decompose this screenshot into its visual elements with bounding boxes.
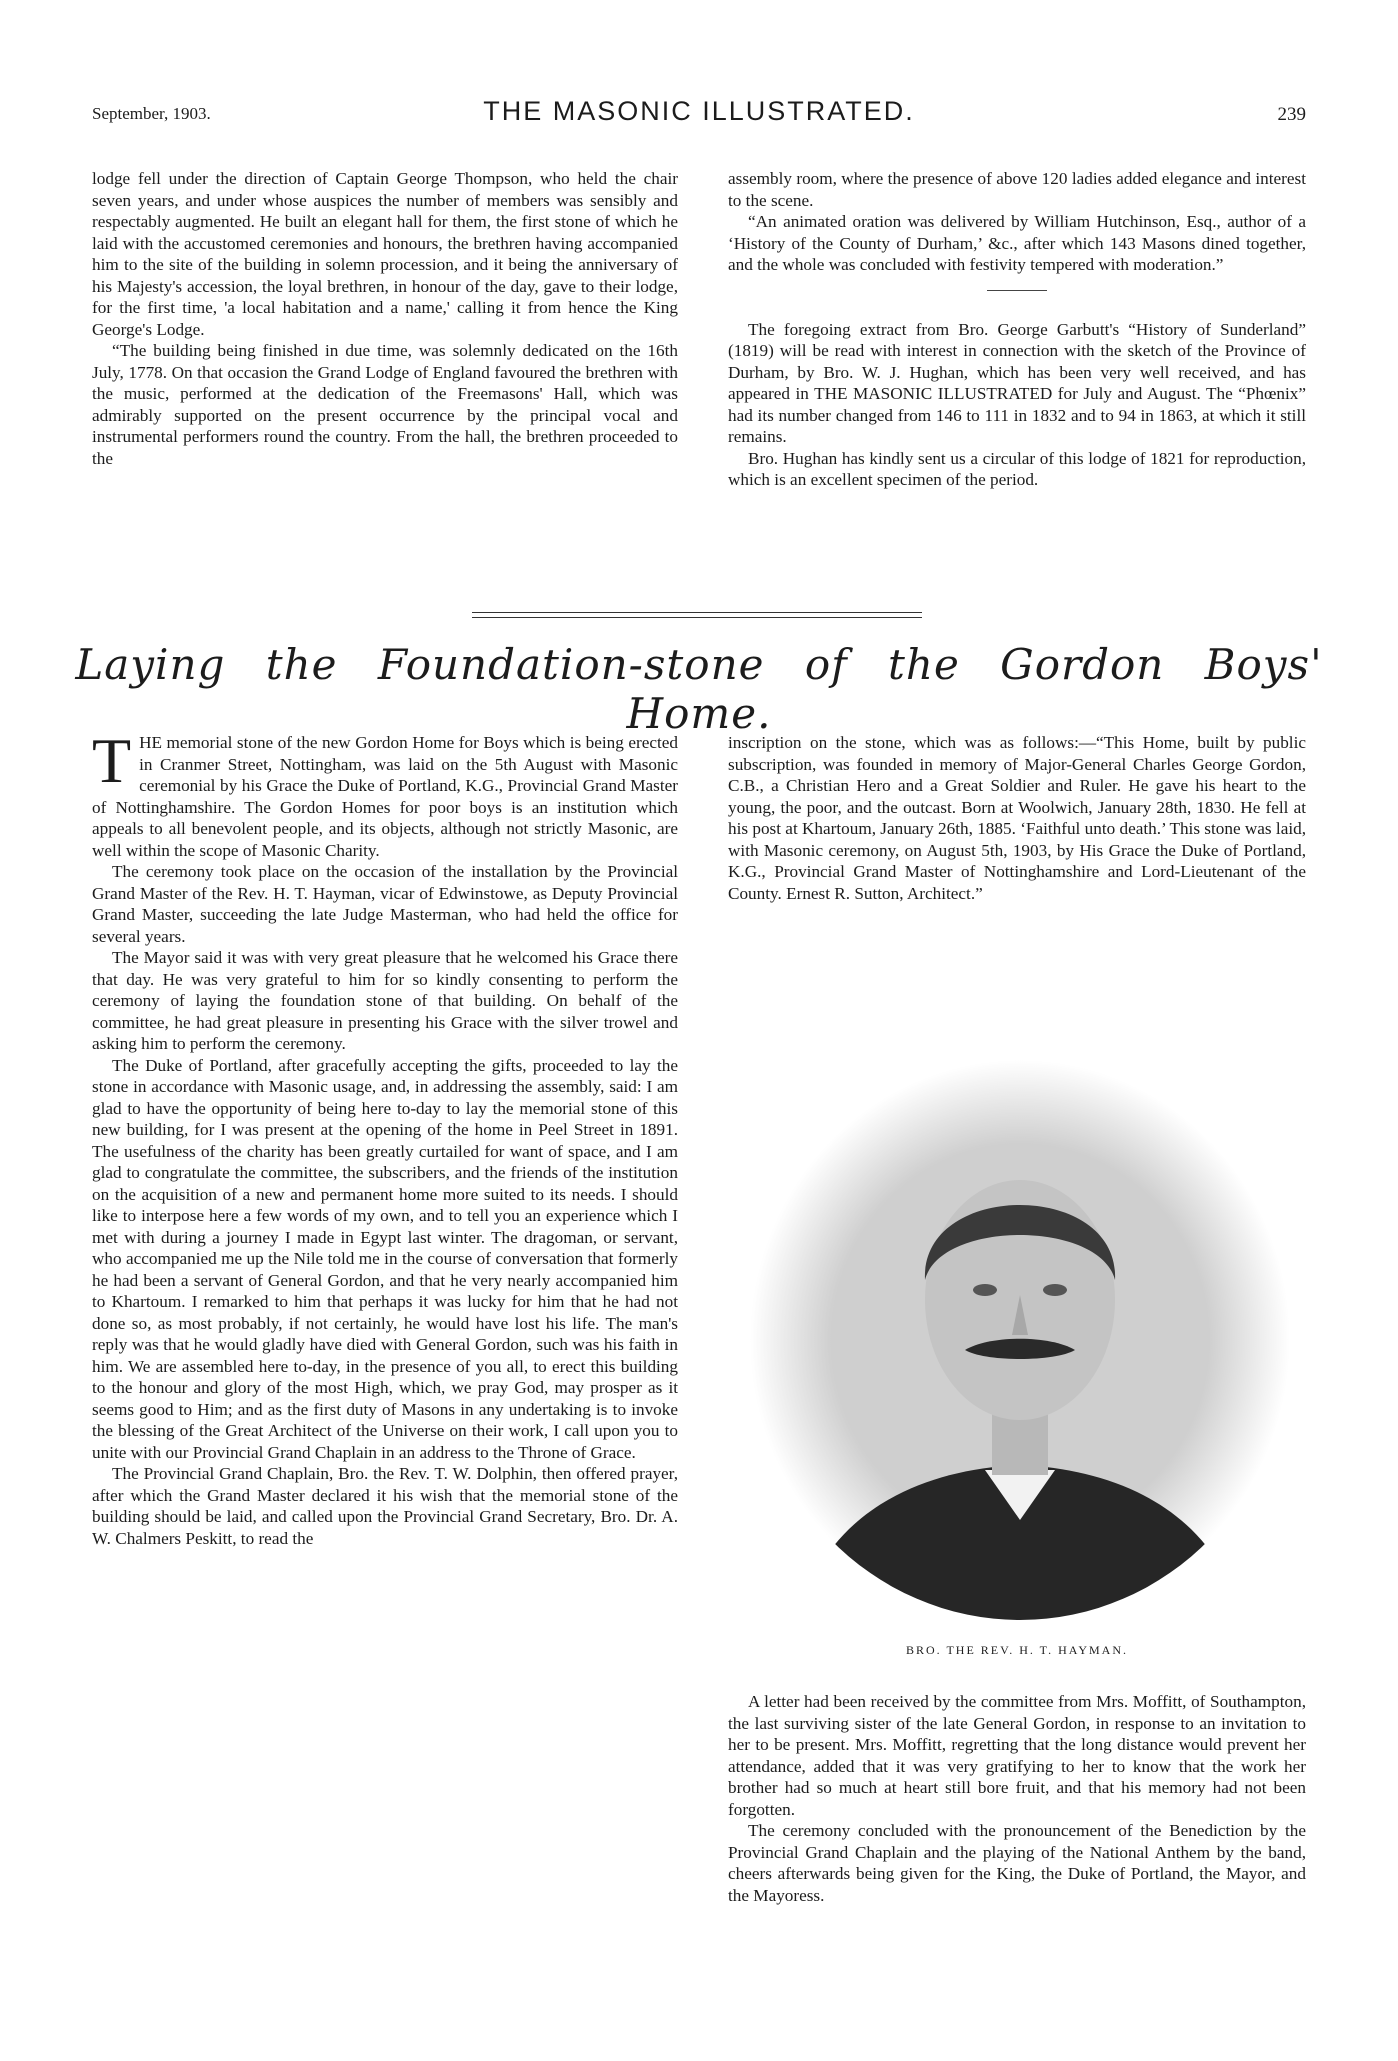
article-column-right-top (728, 732, 1306, 904)
lead-paragraph (92, 725, 678, 861)
continued-column-right (728, 168, 1306, 491)
page-number: 239 (1277, 104, 1306, 125)
article-column-right-bottom (728, 1691, 1306, 1906)
paragraph: The Duke of Portland, after gracefully accepting the gifts, proceeded to lay the stone in accordance with Masonic usage, and, in addressing the assembly, said: I am glad to have the opportunity of being here to-day to lay the memorial stone of this new building, for I was present at the opening of the home in Peel Street in 1891. The usefulness of the charity has been greatly curtailed for want of space, and I am glad to congratulate the committee, the subscribers, and the friends of the institution on the acquisition of a new and permanent home more suited to its needs. I should like to interpose here a few words of my own, and to tell you an experience which I met with during a journey I made in Egypt last winter. The dragoman, or servant, who accompanied me up the Nile told me in the course of conversation that formerly he had been a servant of General Gordon, and that he very nearly accompanied him to Khartoum. I remarked to him that perhaps it was lucky for him that he had not done so, as most probably, if not certainly, he would have lost his life. The man's reply was that he would gladly have died with General Gordon, such was his faith in him. We are assembled here to-day, in the presence of you all, to erect this building to the honour and glory of the most High, which, we pray God, may prosper as it seems good to Him; and as the first duty of Masons in any undertaking is to invoke the blessing of the Great Architect of the Universe on their work, I call upon you to unite with our Provincial Grand Chaplain in an address to the Throne of Grace. (92, 1055, 678, 1462)
paragraph: A letter had been received by the committee from Mrs. Moffitt, of Southampton, the last surviving sister of the late General Gordon, in response to an invitation to her to be present. Mrs. Moffitt, regretting that the long distance would prevent her attendance, added that it was very gratifying to her to know that the work her brother had so much at heart still bore fruit, and that his memory had not been forgotten. (728, 1692, 1306, 1819)
magazine-title: THE MASONIC ILLUSTRATED. (483, 96, 915, 126)
section-divider (987, 290, 1047, 291)
paragraph: The Mayor said it was with very great pleasure that he welcomed his Grace there that day. He was very grateful to him for so kindly consenting to perform the ceremony of laying the foundation stone of that building. On behalf of the committee, he had great pleasure in presenting his Grace with the silver trowel and asking him to perform the ceremony. (92, 948, 678, 1053)
paragraph: “The building being finished in due time, was solemnly dedicated on the 16th July, 1778. On that occasion the Grand Lodge of England favoured the brethren with the music, performed at the dedication of the Freemasons' Hall, which was admirably supported on the present occurrence by the principal vocal and instrumental performers round the country. From the hall, the brethren proceeded to the (92, 341, 678, 468)
lead-text: HE memorial stone of the new Gordon Home for Boys which is being erected in Cranmer Street, Nottingham, was laid on the 5th August with Masonic ceremonial by his Grace the Duke of Portland, K.G., Provincial Grand Master of Nottinghamshire. The Gordon Homes for poor boys is an institution which appeals to all benevolent people, and its objects, although not strictly Masonic, are well within the scope of Masonic Charity. (92, 733, 678, 860)
issue-date: September, 1903. (92, 104, 211, 123)
double-rule-divider (472, 612, 922, 618)
continued-column-left (92, 168, 678, 469)
page-header (0, 96, 1398, 136)
paragraph: inscription on the stone, which was as follows:—“This Home, built by public subscription, was founded in memory of Major-General Charles George Gordon, C.B., a Christian Hero and a Great Soldier and Ruler. He gave his heart to the young, the poor, and the outcast. Born at Woolwich, January 28th, 1830. He fell at his post at Khartoum, January 26th, 1885. ‘Faithful unto death.’ This stone was laid, with Masonic ceremony, on August 5th, 1903, by His Grace the Duke of Portland, K.G., Provincial Grand Master of Nottinghamshire and Lord-Lieutenant of the County. Ernest R. Sutton, Architect.” (728, 733, 1306, 903)
paragraph: The Provincial Grand Chaplain, Bro. the Rev. T. W. Dolphin, then offered prayer, after which the Grand Master declared it his wish that the memorial stone of the building should be laid, and called upon the Provincial Grand Secretary, Bro. Dr. A. W. Chalmers Peskitt, to read the (92, 1464, 678, 1548)
portrait-illustration (730, 1050, 1310, 1630)
paragraph: The ceremony took place on the occasion of the installation by the Provincial Grand Master of the Rev. H. T. Hayman, vicar of Edwinstowe, as Deputy Provincial Grand Master, succeeding the late Judge Masterman, who had held the office for several years. (92, 862, 678, 946)
photo-caption: BRO. THE REV. H. T. HAYMAN. (905, 1643, 1129, 1657)
paragraph: lodge fell under the direction of Captain George Thompson, who held the chair seven years, and under whose auspices the number of members was sensibly and respectably augmented. He built an elegant hall for them, the first stone of which he laid with the accustomed ceremonies and honours, the brethren having accompanied him to the site of the building in solemn procession, and it being the anniversary of his Majesty's accession, the loyal brethren, in honour of the day, gave to their lodge, for the first time, 'a local habitation and a name,' calling it from hence the King George's Lodge. (92, 169, 678, 339)
paragraph: Bro. Hughan has kindly sent us a circular of this lodge of 1821 for reproduction, which is an excellent specimen of the period. (728, 448, 1306, 489)
paragraph: The ceremony concluded with the pronouncement of the Benediction by the Provincial Grand Chaplain and the playing of the National Anthem by the band, cheers afterwards being given for the King, the Duke of Portland, the Mayor, and the Mayoress. (728, 1821, 1306, 1905)
portrait-photo (730, 1050, 1310, 1630)
drop-cap: T (92, 725, 132, 796)
paragraph: The foregoing extract from Bro. George Garbutt's “History of Sunderland” (1819) will be read with interest in connection with the sketch of the Province of Durham, by Bro. W. J. Hughan, which has been very well received, and has appeared in THE MASONIC ILLUSTRATED for July and August. The “Phœnix” had its number changed from 146 to 111 in 1832 and to 94 in 1863, at which it still remains. (728, 319, 1306, 446)
paragraph: assembly room, where the presence of above 120 ladies added elegance and interest to the scene. (728, 169, 1306, 210)
article-column-left (92, 725, 678, 1549)
paragraph: “An animated oration was delivered by William Hutchinson, Esq., author of a ‘History of the County of Durham,’ &c., after which 143 Masons dined together, and the whole was concluded with festivity tempered with moderation.” (728, 212, 1306, 274)
article-title: Laying the Foundation-stone of the Gordon Boys' Home. (75, 640, 1323, 738)
